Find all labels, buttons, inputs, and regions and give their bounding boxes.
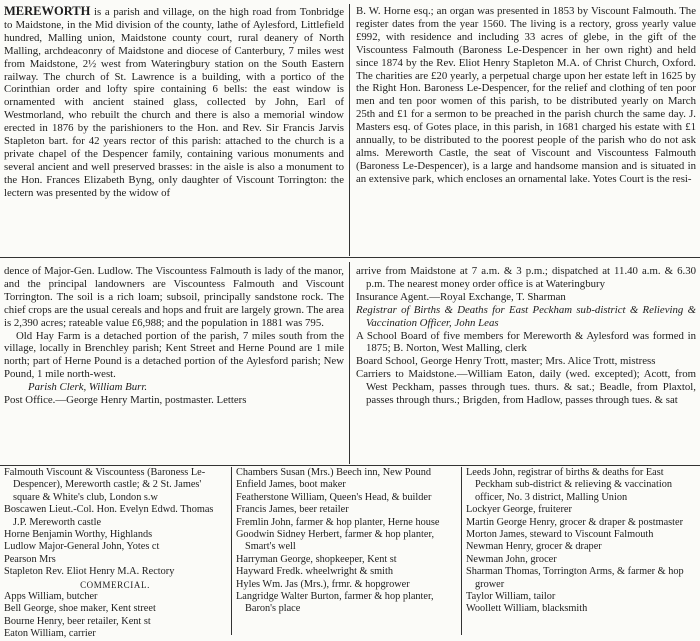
school-board: A School Board of five members for Mereworth & Aylesford was formed in 1875; B. Norton, West Malling, clerk <box>356 329 696 355</box>
list-item: Goodwin Sidney Herbert, farmer & hop planter, Smart's well <box>236 529 435 553</box>
list-item: Boscawen Lieut.-Col. Hon. Evelyn Edwd. Thomas J.P. Mereworth castle <box>4 504 214 528</box>
list-item: Horne Benjamin Worthy, Highlands <box>4 529 153 541</box>
entry-paragraph <box>4 5 344 200</box>
registrar: Registrar of Births & Deaths for East Peckham sub-district & Relieving & Vaccination Officer, John Leas <box>356 303 696 329</box>
section-heading: COMMERCIAL. <box>80 579 150 590</box>
list-item: Martin George Henry, grocer & draper & postmaster <box>466 516 684 528</box>
entry-column-4 <box>356 265 696 407</box>
entry-paragraph: arrive from Maidstone at 7 a.m. & 3 p.m.; dispatched at 11.40 a.m. & 6.30 p.m. The nearest money order office is at Wateringbury <box>356 265 696 290</box>
horizontal-rule <box>0 465 700 466</box>
list-item: Ludlow Major-General John, Yotes ct <box>4 541 160 553</box>
list-item: Taylor William, tailor <box>466 591 556 603</box>
list-item: Apps William, butcher <box>4 591 98 603</box>
list-item: Stapleton Rev. Eliot Henry M.A. Rectory <box>4 566 175 578</box>
entry-column-1 <box>4 5 344 200</box>
parish-clerk: Parish Clerk, William Burr. <box>28 381 148 394</box>
horizontal-rule <box>0 257 700 258</box>
directory-column-1 <box>4 467 226 641</box>
list-item: Fremlin John, farmer & hop planter, Herne house <box>236 516 440 528</box>
insurance-agent: Insurance Agent.—Royal Exchange, T. Sharman <box>356 290 566 303</box>
carriers: Carriers to Maidstone.—William Eaton, daily (wed. excepted); Acott, from West Peckham, passes through tues. thurs. & sat.; Beadle, from Plaxtol, passes through thurs.; Brigden, from Hadlow, passes through tues. & sat <box>356 368 696 407</box>
list-item: Francis James, beer retailer <box>236 504 349 516</box>
column-divider <box>349 262 350 464</box>
list-item: Pearson Mrs <box>4 553 56 565</box>
entry-column-3 <box>4 265 344 407</box>
board-school: Board School, George Henry Trott, master; Mrs. Alice Trott, mistress <box>356 355 656 368</box>
list-item: Hayward Fredk. wheelwright & smith <box>236 566 393 578</box>
entry-paragraph: Old Hay Farm is a detached portion of the parish, 7 miles south from the village, locally in Brenchley parish; Kent Street and Herne Pound are 1 mile north; part of Herne Pound is a detached portion of the Aylesford parish; New Pound, 1 mile north-west. <box>4 329 344 381</box>
list-item: Leeds John, registrar of births & deaths for East Peckham sub-district & relieving & vaccination officer, No. 3 district, Malling Union <box>466 467 673 503</box>
place-name: MEREWORTH <box>4 4 91 18</box>
list-item: Sharman Thomas, Torrington Arms, & farmer & hop grower <box>466 566 684 590</box>
list-item: Eaton William, carrier <box>4 628 96 640</box>
entry-text: is a parish and village, on the high road from Tonbridge to Maidstone, in the Mid division of the county, lathe of Aylesford, Littlefield hundred, Malling union, Maidstone county court, rural deanery of North Malling, archdeaconry of Maidstone and diocese of Canterbury, 7 miles west from Maidstone, 2½ west from Wateringbury station on the South Eastern railway. The church of St. Lawrence is a building, with a portico of the Corinthian order and lofty spire containing 6 bells: the east window is ornamented with ancient stained glass, collected by John, Earl of Westmorland, who rebuilt the church and there is also a memorial window erected in 1876 by the parishioners to the Hon. and Rev. Sir Francis Jarvis Stapleton bart. for 42 years rector of this parish: attached to the church is a private chapel of the Despencer family, containing various monuments and several ancient and well preserved brasses: in the aisle is also a monument to the Hon. Frances Elizabeth Byng, only daughter of Viscount Torrington: the lectern was presented by the widow of <box>4 6 344 199</box>
list-item: Bourne Henry, beer retailer, Kent st <box>4 615 151 627</box>
post-office: Post Office.—George Henry Martin, postmaster. Letters <box>4 394 247 407</box>
column-divider <box>231 467 232 635</box>
list-item: Chambers Susan (Mrs.) Beech inn, New Pound <box>236 467 432 478</box>
directory-column-3 <box>466 467 696 616</box>
list-item: Newman John, grocer <box>466 553 557 565</box>
list-item: Enfield James, boot maker <box>236 479 346 491</box>
entry-text: B. W. Horne esq.; an organ was presented in 1853 by Viscount Falmouth. The register dates from the year 1560. The living is a rectory, gross yearly value £992, with residence and including 33 acres of glebe, in the gift of the Viscountess Falmouth (Baroness Le-Despencer in her own right) and held since 1874 by the Rev. Eliot Henry Stapleton M.A. of Christ Church, Oxford. The charities are £20 yearly, a perpetual charge upon her estate left in 1625 by the Right Hon. Baroness Le-Despencer, for the relief and clothing of ten poor men and ten poor women of this parish, to be distributed yearly on March 25th and £1 for a sermon to be preached in the parish church the same day. J. Masters esq. of Gotes place, in this parish, in 1681 charged his estate with £1 annually, to be distributed to the poorest people of the parish who do not ask alms. Mereworth Castle, the seat of Viscount and Viscountess Falmouth (Baroness Le-Despencer), is a large and handsome mansion and is situated in an extensive park, which encloses an ornamental lake. Yotes Court is the resi- <box>356 5 696 185</box>
entry-paragraph: dence of Major-Gen. Ludlow. The Viscountess Falmouth is lady of the manor, and the principal landowners are Viscountess Falmouth and Viscount Torrington. The soil is a rich loam; subsoil, principally sandstone rock. The chief crops are the usual cereals and hops and fruit are largely grown. The area is 2,390 acres; rateable value £6,988; and the population in 1881 was 795. <box>4 265 344 329</box>
list-item: Langridge Walter Burton, farmer & hop planter, Baron's place <box>236 591 434 615</box>
list-item: Bell George, shoe maker, Kent street <box>4 603 156 615</box>
column-divider <box>461 467 462 635</box>
list-item: Woollett William, blacksmith <box>466 603 588 615</box>
list-item: Hyles Wm. Jas (Mrs.), frmr. & hopgrower <box>236 578 410 590</box>
list-item: Newman Henry, grocer & draper <box>466 541 602 553</box>
column-divider <box>349 4 350 256</box>
list-item: Morton James, steward to Viscount Falmouth <box>466 529 654 541</box>
directory-column-2 <box>236 467 456 616</box>
list-item: Lockyer George, fruiterer <box>466 504 572 516</box>
list-item: Falmouth Viscount & Viscountess (Baroness Le-Despencer), Mereworth castle; & 2 St. James' square & White's club, London s.w <box>4 467 206 503</box>
list-item: Harryman George, shopkeeper, Kent st <box>236 553 397 565</box>
entry-column-2 <box>356 5 696 186</box>
list-item: Featherstone William, Queen's Head, & builder <box>236 491 432 503</box>
